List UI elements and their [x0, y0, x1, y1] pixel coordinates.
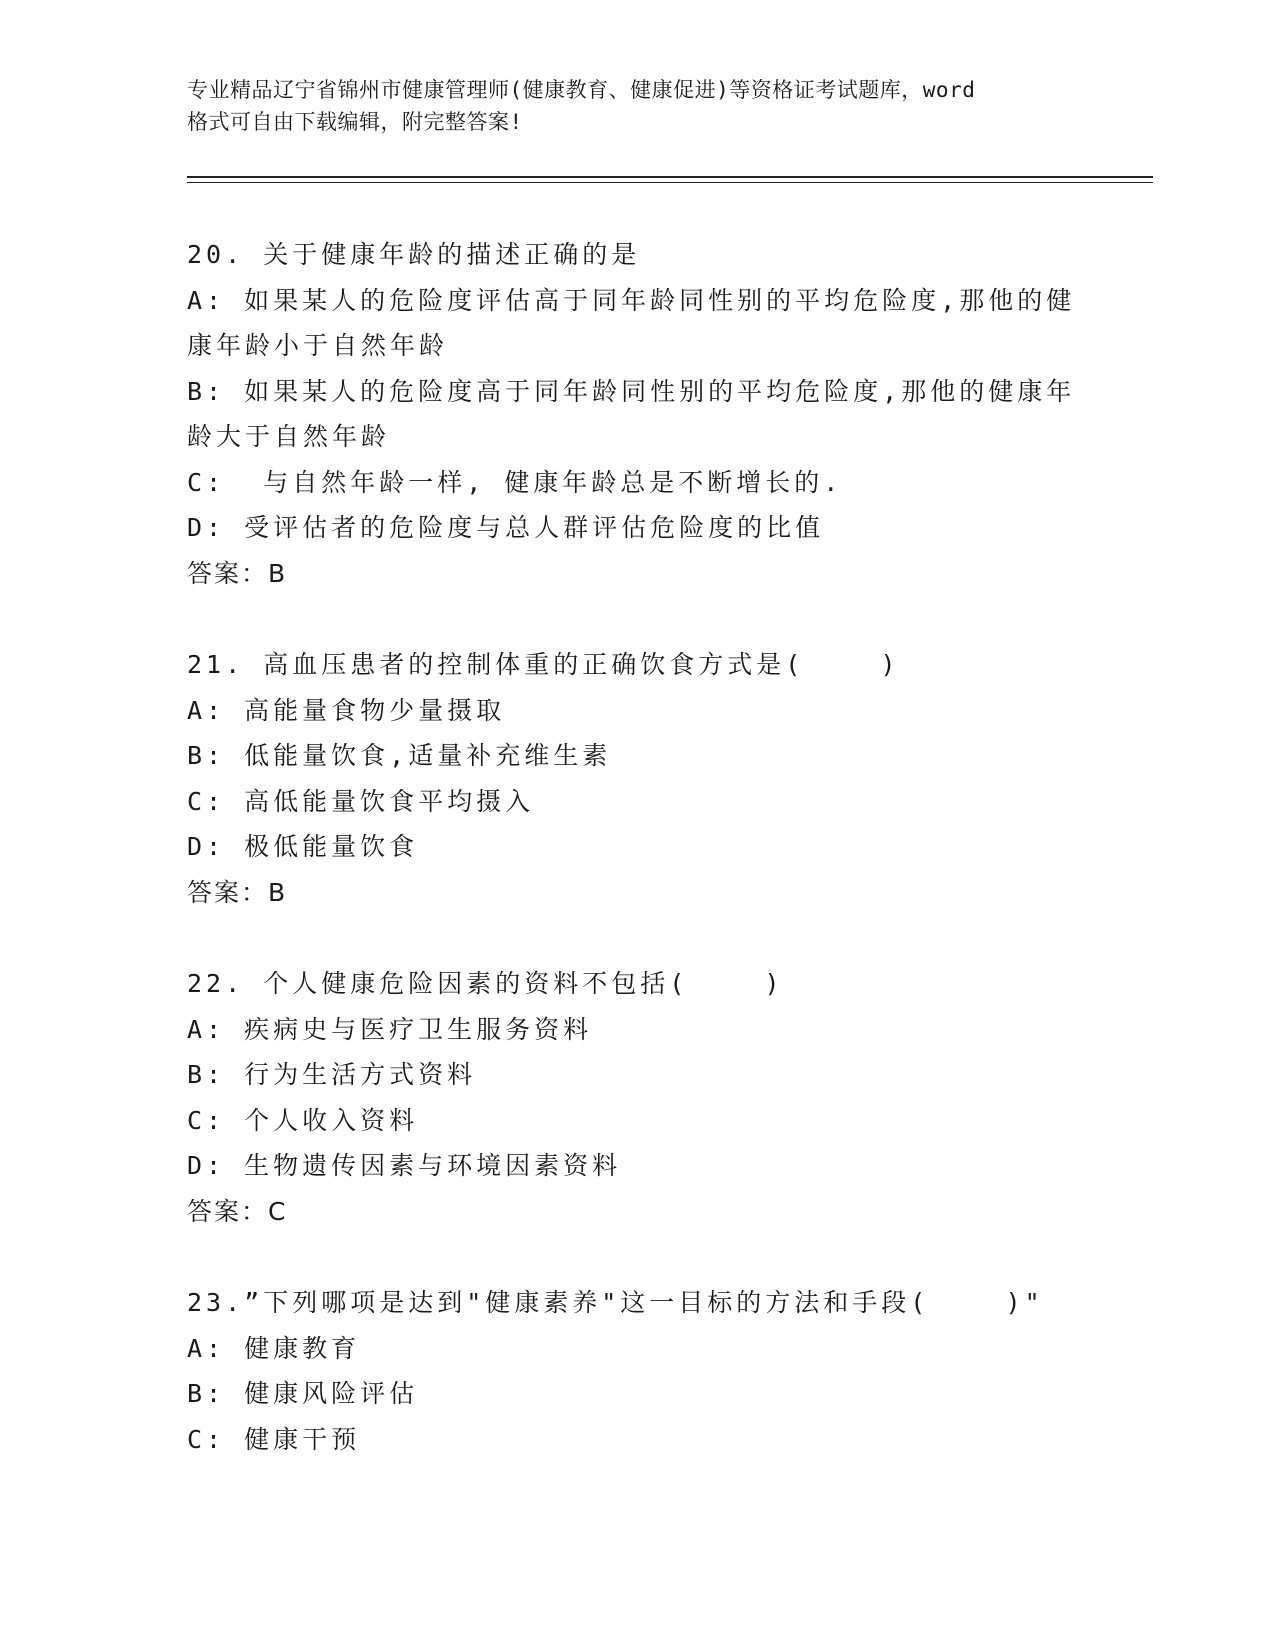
option-line: B: 低能量饮食,适量补充维生素: [187, 741, 612, 770]
header-line-1: 专业精品辽宁省锦州市健康管理师(健康教育、健康促进)等资格证考试题库，word: [187, 78, 976, 102]
question-21: [187, 642, 1087, 915]
question-22: [187, 961, 1087, 1234]
option-line: B: 如果某人的危险度高于同年龄同性别的平均危险度,那他的健康年: [187, 376, 1076, 406]
document-header: [187, 74, 1087, 138]
option-line: D: 生物遗传因素与环境因素资料: [187, 1151, 622, 1180]
question-stem: 23.”下列哪项是达到"健康素养"这一目标的方法和手段( )": [187, 1288, 1044, 1317]
header-rule-top: [187, 176, 1153, 178]
option-line: C: 与自然年龄一样, 健康年龄总是不断增长的.: [187, 467, 843, 497]
answer-line: 答案：B: [187, 877, 288, 907]
header-rule-bottom: [187, 182, 1153, 183]
question-stem: 20. 关于健康年龄的描述正确的是: [187, 240, 641, 269]
option-line: B: 行为生活方式资料: [187, 1060, 477, 1089]
question-stem: 22. 个人健康危险因素的资料不包括( ): [187, 969, 784, 998]
option-line: A: 疾病史与医疗卫生服务资料: [187, 1014, 593, 1044]
option-line: C: 高低能量饮食平均摄入: [187, 786, 535, 816]
question-list: [187, 232, 1087, 1462]
option-line: C: 个人收入资料: [187, 1105, 419, 1135]
option-line: D: 极低能量饮食: [187, 832, 419, 861]
option-line: A: 如果某人的危险度评估高于同年龄同性别的平均危险度,那他的健: [187, 285, 1076, 315]
question-23: [187, 1280, 1087, 1462]
option-line: D: 受评估者的危险度与总人群评估危险度的比值: [187, 513, 825, 542]
option-line: C: 健康干预: [187, 1424, 361, 1454]
option-line: 龄大于自然年龄: [187, 422, 391, 451]
header-line-2: 格式可自由下载编辑，附完整答案!: [187, 110, 523, 134]
option-line: A: 健康教育: [187, 1333, 361, 1363]
option-line: 康年龄小于自然年龄: [187, 331, 449, 360]
question-stem: 21. 高血压患者的控制体重的正确饮食方式是( ): [187, 650, 900, 679]
option-line: B: 健康风险评估: [187, 1379, 419, 1408]
answer-line: 答案：C: [187, 1196, 288, 1226]
question-20: [187, 232, 1087, 596]
answer-line: 答案：B: [187, 558, 288, 588]
option-line: A: 高能量食物少量摄取: [187, 695, 506, 725]
